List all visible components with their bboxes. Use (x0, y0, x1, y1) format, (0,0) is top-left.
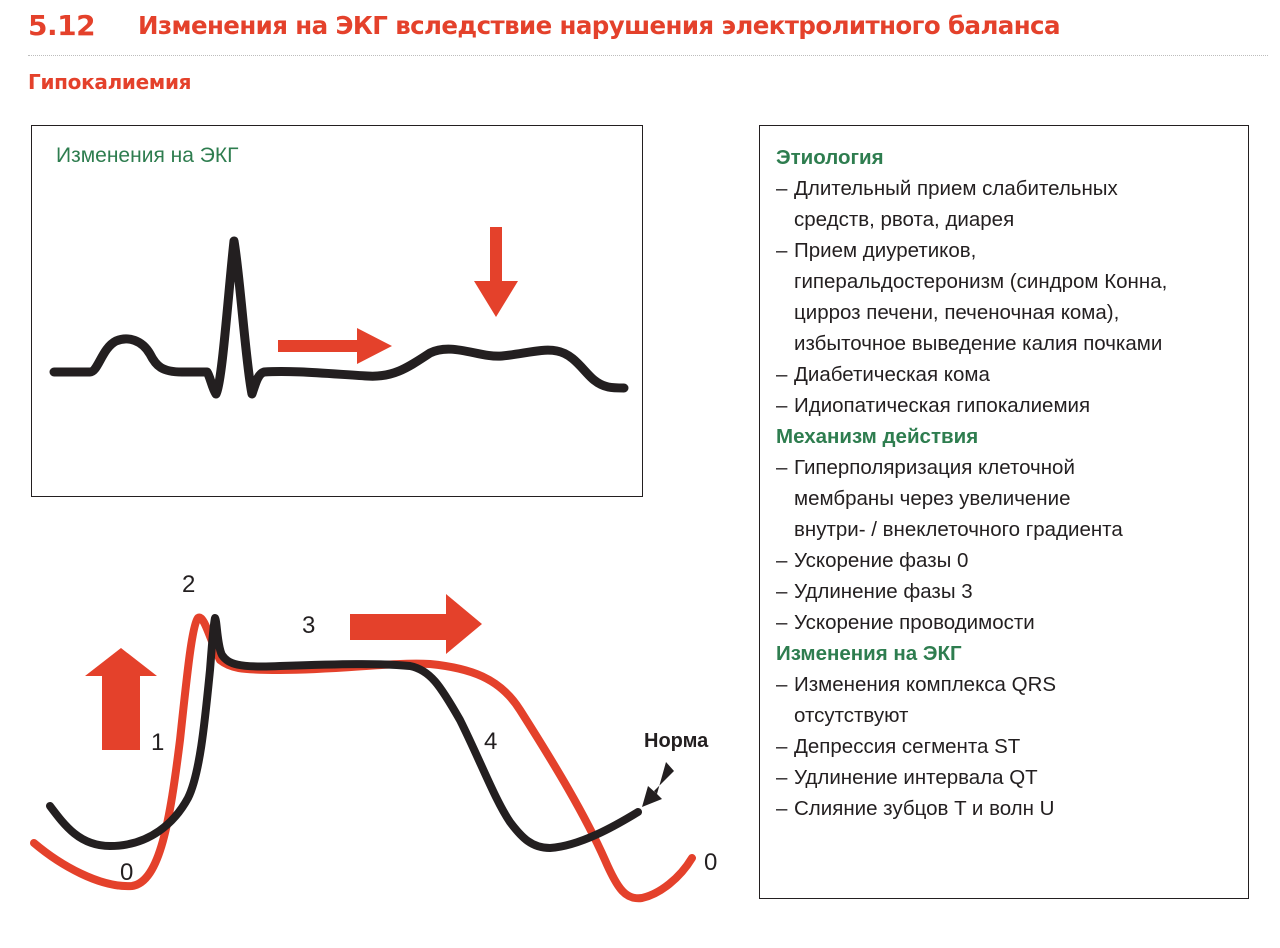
list-item-line: Идиопатическая гипокалиемия (794, 394, 1091, 417)
ecg-panel-label: Изменения на ЭКГ (56, 144, 239, 167)
phase-0-right-label: 0 (704, 849, 718, 876)
ecg-trace-figure (32, 126, 642, 496)
list-item-line: внутри- / внеклеточного градиента (794, 518, 1123, 541)
bullet-dash: – (776, 363, 788, 386)
phase-3-label: 3 (302, 612, 316, 639)
ecg-changes-heading: Изменения на ЭКГ (776, 642, 962, 665)
action-potential-figure (20, 560, 740, 940)
ecg-changes-list (776, 669, 1248, 824)
page-header (28, 4, 1060, 46)
bullet-dash: – (776, 673, 788, 696)
list-item-line: Депрессия сегмента ST (794, 735, 1021, 758)
list-item-line: Диабетическая кома (794, 363, 990, 386)
list-item (776, 762, 1248, 793)
list-item-line: цирроз печени, печеночная кома), (794, 301, 1120, 324)
list-item-line: гиперальдостеронизм (синдром Конна, (794, 270, 1168, 293)
list-item-line: Удлинение фазы 3 (794, 580, 973, 603)
bullet-dash: – (776, 580, 788, 603)
arrow-up-icon (85, 648, 157, 750)
list-item-line: Гиперполяризация клеточной (794, 456, 1075, 479)
list-item-line: Прием диуретиков, (794, 239, 977, 262)
list-item-line: избыточное выведение калия почками (794, 332, 1163, 355)
list-item-line: Слияние зубцов T и волн U (794, 797, 1055, 820)
phase-4-label: 4 (484, 728, 498, 755)
norm-pointer-arrow-icon (642, 762, 674, 807)
section-number: 5.12 (28, 8, 96, 42)
list-item (776, 173, 1248, 235)
bullet-dash: – (776, 797, 788, 820)
mechanism-list (776, 452, 1248, 638)
bullet-dash: – (776, 394, 788, 417)
mechanism-heading: Механизм действия (776, 425, 979, 448)
list-item (776, 359, 1248, 390)
bullet-dash: – (776, 766, 788, 789)
list-item-line: Длительный прием слабительных (794, 177, 1118, 200)
bullet-dash: – (776, 549, 788, 572)
norm-label: Норма (644, 730, 709, 752)
info-panel (759, 125, 1249, 899)
list-item (776, 452, 1248, 545)
header-divider (28, 55, 1268, 56)
etiology-list (776, 173, 1248, 421)
list-item-line: Ускорение проводимости (794, 611, 1035, 634)
phase-0-label: 0 (120, 859, 134, 886)
etiology-heading: Этиология (776, 146, 884, 169)
page-title: Изменения на ЭКГ вследствие нарушения электролитного баланса (138, 10, 1060, 40)
phase-1-label: 1 (151, 729, 165, 756)
bullet-dash: – (776, 735, 788, 758)
list-item-line: отсутствуют (794, 704, 909, 727)
phase-2-label: 2 (182, 571, 196, 598)
list-item (776, 669, 1248, 731)
list-item (776, 607, 1248, 638)
arrow-down-icon (474, 227, 518, 317)
list-item (776, 390, 1248, 421)
ecg-panel (31, 125, 643, 497)
list-item-line: средств, рвота, диарея (794, 208, 1015, 231)
list-item-line: мембраны через увеличение (794, 487, 1071, 510)
bullet-dash: – (776, 611, 788, 634)
ecg-trace (54, 241, 624, 394)
bullet-dash: – (776, 177, 788, 200)
list-item-line: Изменения комплекса QRS (794, 673, 1057, 696)
list-item (776, 731, 1248, 762)
list-item-line: Удлинение интервала QT (794, 766, 1038, 789)
list-item (776, 545, 1248, 576)
arrow-right-large-icon (350, 594, 482, 654)
list-item (776, 235, 1248, 359)
section-subtitle: Гипокалиемия (28, 70, 192, 94)
list-item (776, 576, 1248, 607)
bullet-dash: – (776, 239, 788, 262)
list-item-line: Ускорение фазы 0 (794, 549, 969, 572)
bullet-dash: – (776, 456, 788, 479)
list-item (776, 793, 1248, 824)
arrow-right-icon (278, 328, 392, 364)
